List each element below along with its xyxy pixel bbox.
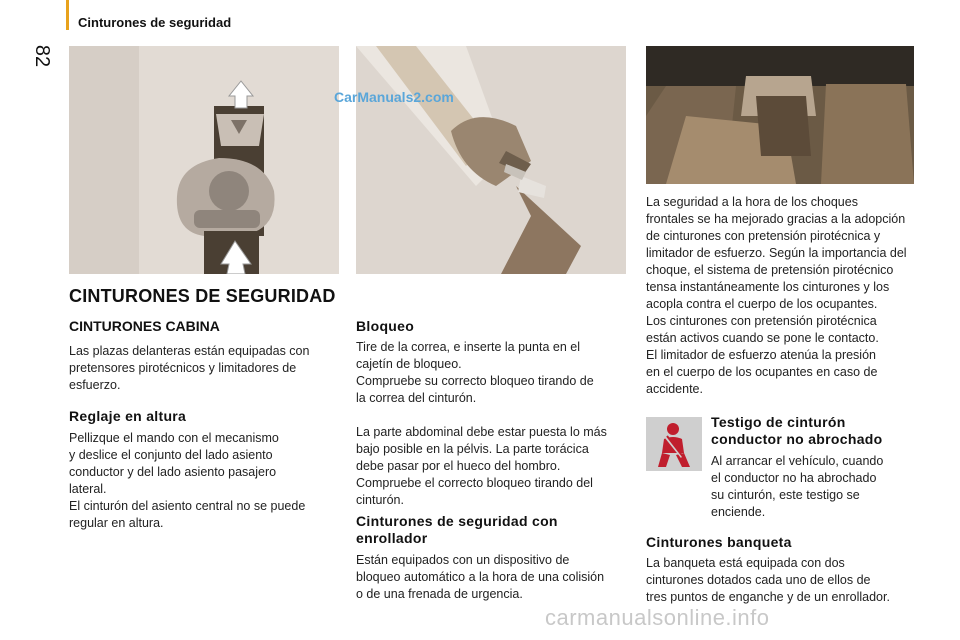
watermark-carmanualsonline: carmanualsonline.info: [545, 605, 770, 630]
cabina-text: Las plazas delanteras están equipadas con pretensores pirotécnicos y limitadores de esfuerzo.: [69, 344, 310, 392]
bloqueo-heading: Bloqueo: [356, 318, 415, 334]
section-pretension: [646, 194, 926, 398]
section-cabina: [69, 318, 344, 394]
banqueta-heading: Cinturones banqueta: [646, 534, 792, 550]
cabin-seats-photo: [646, 46, 914, 184]
testigo-heading: Testigo de cinturón conductor no abrochado: [711, 414, 883, 447]
testigo-text: Al arrancar el vehículo, cuando el conductor no ha abrochado su cinturón, este testigo se enciende.: [711, 454, 884, 519]
section-testigo: [711, 414, 926, 521]
height-adjuster-photo: [69, 46, 339, 274]
section-enrollador: [356, 513, 634, 603]
page-title: CINTURONES DE SEGURIDAD: [69, 286, 336, 306]
accent-bar: [66, 0, 69, 30]
buckle-photo: [356, 46, 626, 274]
section-banqueta: [646, 534, 926, 606]
bloqueo-text-1: Tire de la correa, e inserte la punta en el cajetín de bloqueo. Compruebe su correcto bloqueo tirando de la correa del cinturón.: [356, 340, 594, 405]
section-reglaje: [69, 408, 344, 532]
running-head: Cinturones de seguridad: [78, 15, 232, 30]
bloqueo-text-2: La parte abdominal debe estar puesta lo más bajo posible en la pélvis. La parte torácica debe pasar por el hueco del hombro. Compruebe el correcto bloqueo tirando del cinturón.: [356, 425, 607, 507]
banqueta-text: La banqueta está equipada con dos cinturones dotados cada uno de ellos de tres puntos de enganche y de un enrollador.: [646, 556, 890, 604]
cabina-heading: CINTURONES CABINA: [69, 318, 220, 334]
section-bloqueo: [356, 318, 634, 509]
page-number: 82: [31, 44, 53, 68]
enrollador-heading: Cinturones de seguridad con enrollador: [356, 513, 558, 546]
enrollador-text: Están equipados con un dispositivo de bloqueo automático a la hora de una colisión o de una frenada de urgencia.: [356, 553, 605, 601]
pretension-text: La seguridad a la hora de los choques frontales se ha mejorado gracias a la adopción de cinturones con pretensión pirotécnica y limitador de esfuerzo. Según la importancia del choque, el sistema de pretensión pirotécnico tensa instantáneamente los cinturones y los acopla contra el cuerpo de los ocupantes. Los cinturones con pretensión pirotécnica están activos cuando se pone le contacto. El limitador de esfuerzo atenúa la presión en el cuerpo de los ocupantes en caso de accidente.: [646, 195, 907, 396]
reglaje-text: Pellizque el mando con el mecanismo y deslice el conjunto del lado asiento conductor y del lado asiento pasajero lateral. El cinturón del asiento central no se puede regular en altura.: [69, 431, 306, 530]
reglaje-heading: Reglaje en altura: [69, 408, 187, 424]
watermark-carmanuals: CarManuals2.com: [334, 89, 454, 105]
seatbelt-warning-icon: [646, 417, 702, 471]
